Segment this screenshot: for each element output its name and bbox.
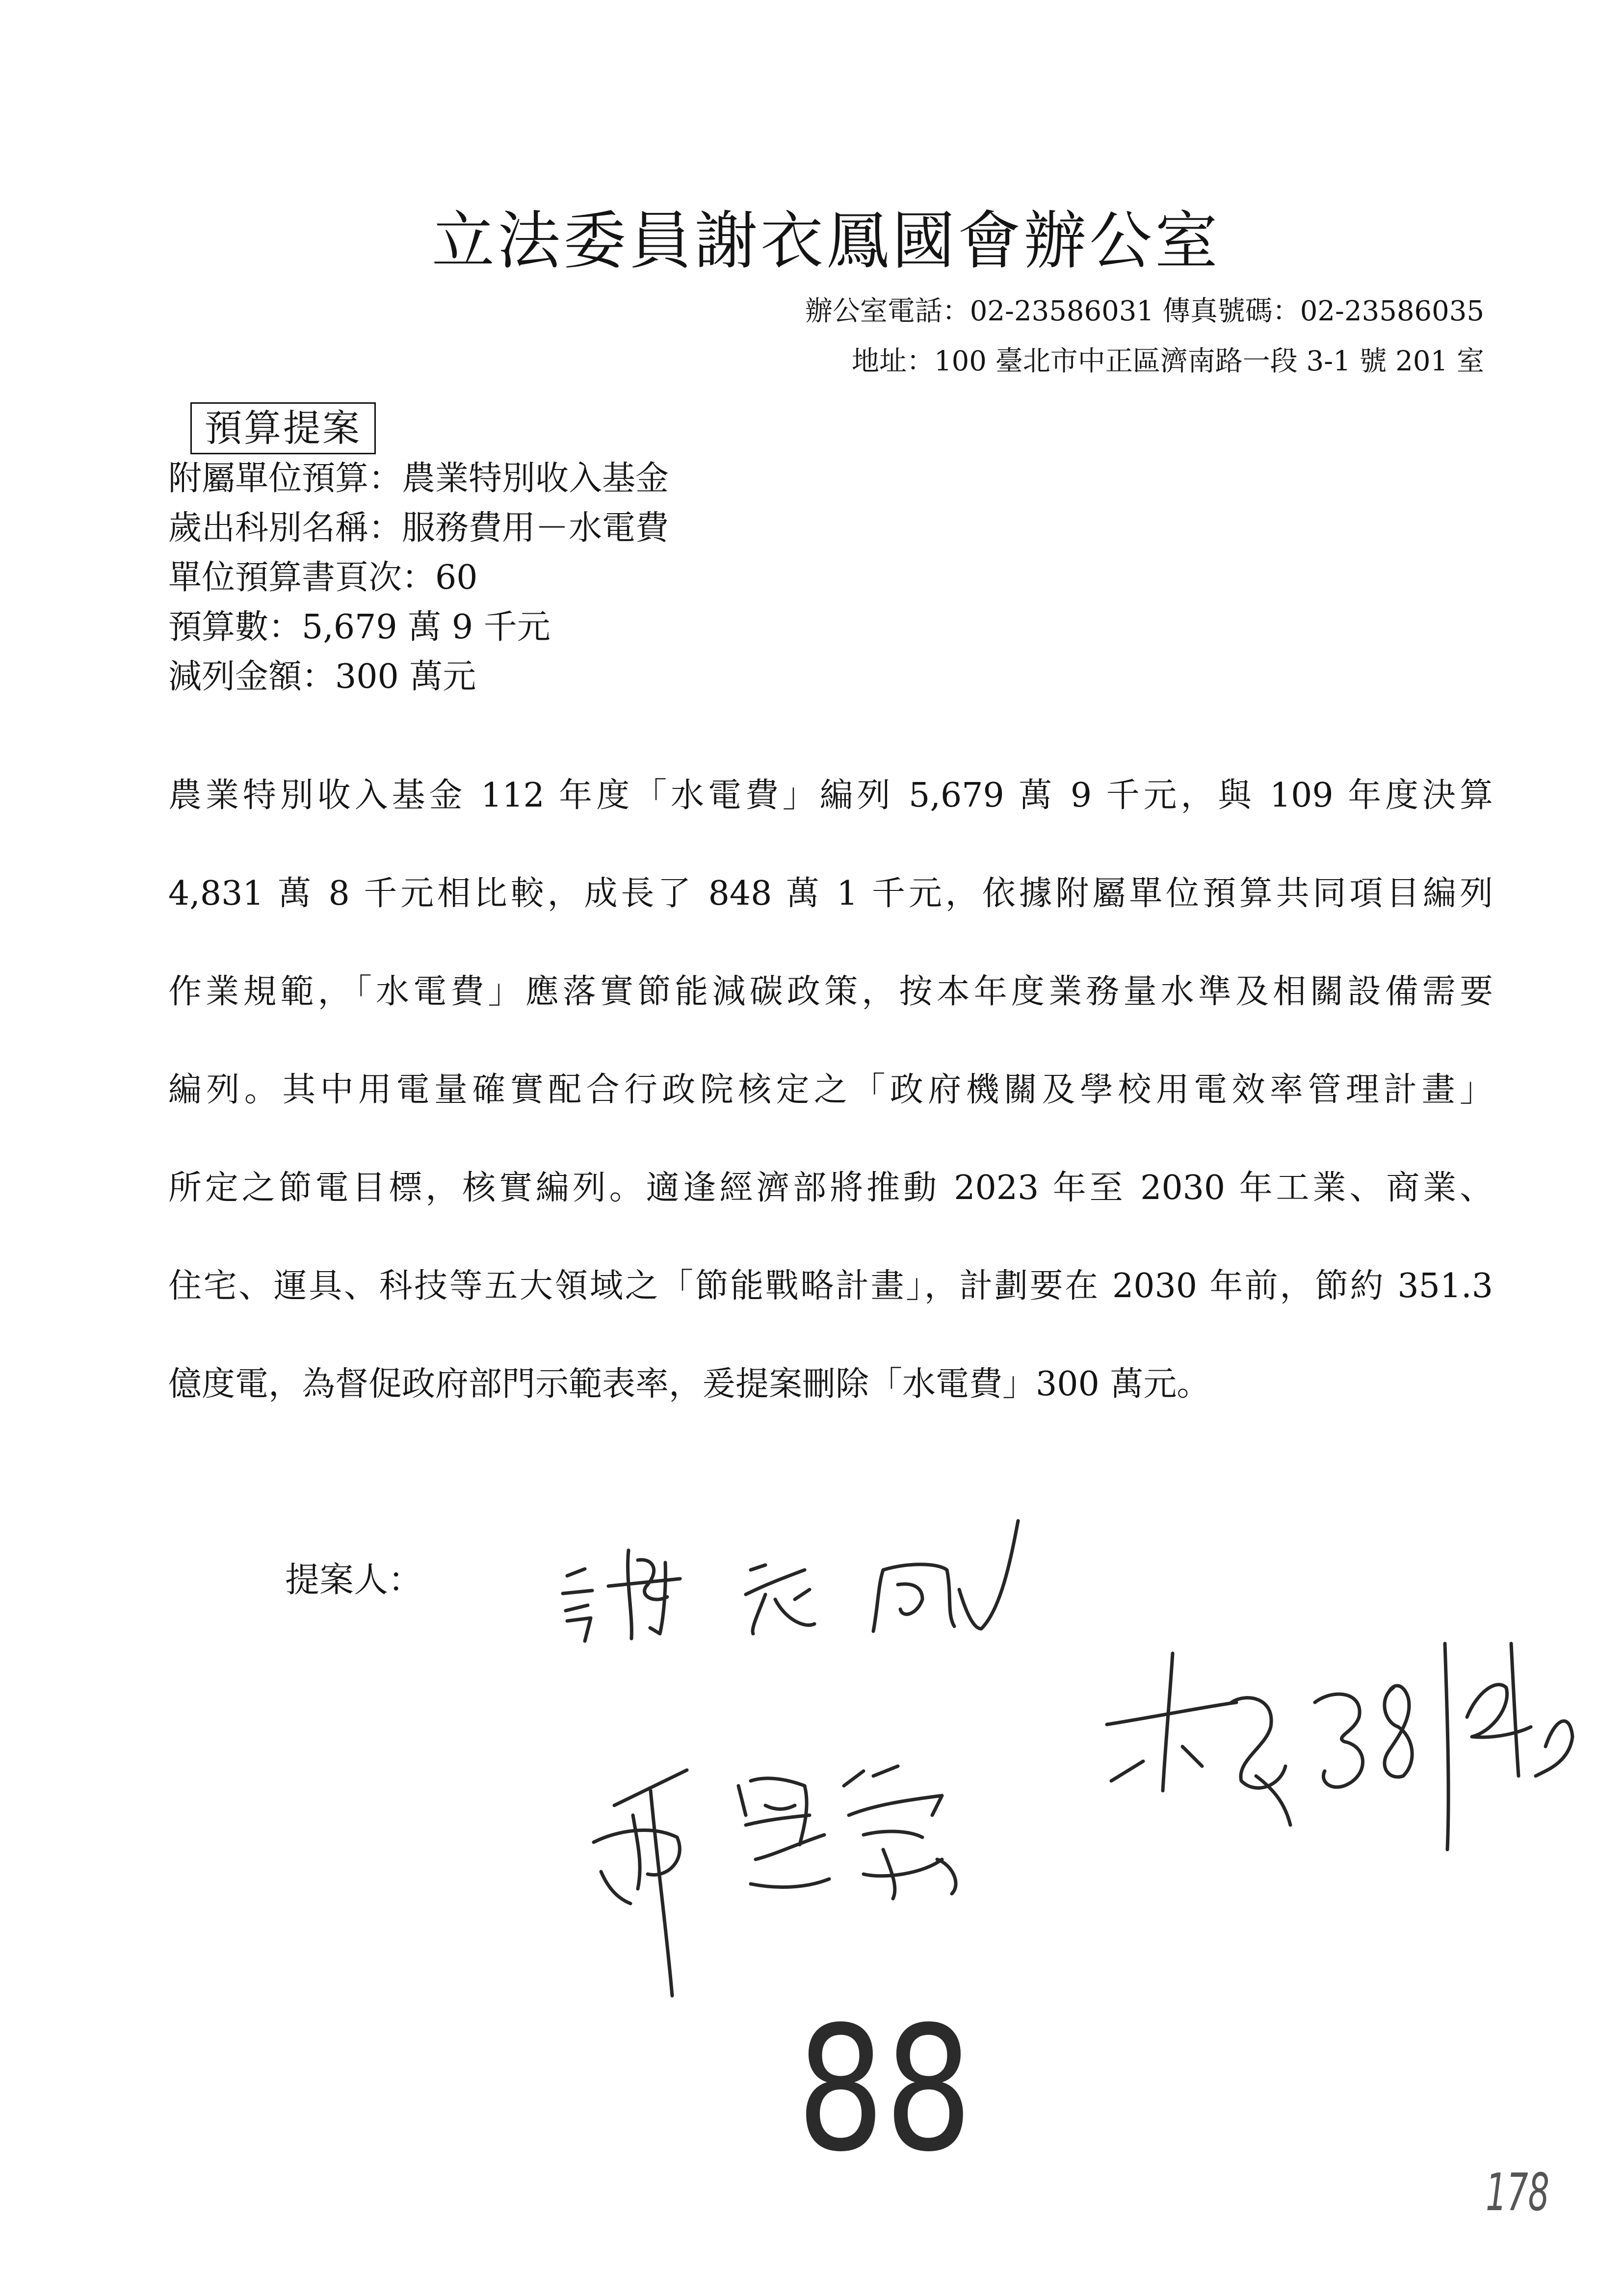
field-affiliated-budget (168, 454, 669, 503)
body-line: 億度電，為督促政府部門示範表率，爰提案刪除「水電費」300 萬元。 (168, 1365, 1210, 1404)
proposal-fields (168, 454, 669, 702)
body-line: 4,831 萬 8 千元相比較，成長了 848 萬 1 千元，依據附屬單位預算共同項目編列 (168, 874, 1493, 913)
field-label: 單位預算書頁次： (168, 558, 436, 597)
field-budget-page (168, 553, 669, 602)
field-value: 農業特別收入基金 (402, 459, 669, 498)
handwritten-page-number: 178 (1486, 2163, 1549, 2222)
body-line: 作業規範，「水電費」應落實節能減碳政策，按本年度業務量水準及相關設備需要 (168, 972, 1493, 1011)
address-line: 地址：100 臺北市中正區濟南路一段 3-1 號 201 室 (852, 345, 1484, 377)
field-value: 60 (435, 558, 478, 597)
field-value: 300 萬元 (335, 657, 476, 696)
proposal-body (168, 747, 1493, 1434)
office-title: 立法委員謝衣鳳國會辦公室 (431, 205, 1221, 278)
field-label: 歲出科別名稱： (168, 509, 402, 548)
field-value: 5,679 萬 9 千元 (302, 608, 550, 647)
proposal-tag: 預算提案 (190, 402, 376, 454)
handwritten-tally-number: 88 (797, 1989, 972, 2190)
proposer-label: 提案人： (285, 1560, 422, 1600)
body-line: 住宅、運具、科技等五大領域之「節能戰略計畫」，計劃要在 2030 年前，節約 351.3 (168, 1267, 1493, 1305)
field-reduction-amount (168, 652, 669, 702)
body-line: 農業特別收入基金 112 年度「水電費」編列 5,679 萬 9 千元，與 109 年度決算 (168, 776, 1493, 815)
field-budget-amount (168, 602, 669, 652)
signature-1 (563, 1521, 1018, 1641)
field-label: 減列金額： (168, 657, 336, 696)
body-line: 編列。其中用電量確實配合行政院核定之「政府機關及學校用電效率管理計畫」 (168, 1070, 1493, 1109)
signature-3 (1107, 1644, 1572, 1850)
phone-fax-line: 辦公室電話：02-23586031 傳真號碼：02-23586035 (805, 295, 1484, 327)
body-line: 所定之節電目標，核實編列。適逢經濟部將推動 2023 年至 2030 年工業、商業、 (168, 1169, 1493, 1207)
field-label: 預算數： (168, 608, 302, 647)
field-expenditure-item (168, 503, 669, 553)
field-label: 附屬單位預算： (168, 459, 402, 498)
signature-2 (594, 1766, 956, 1996)
field-value: 服務費用－水電費 (402, 509, 669, 548)
